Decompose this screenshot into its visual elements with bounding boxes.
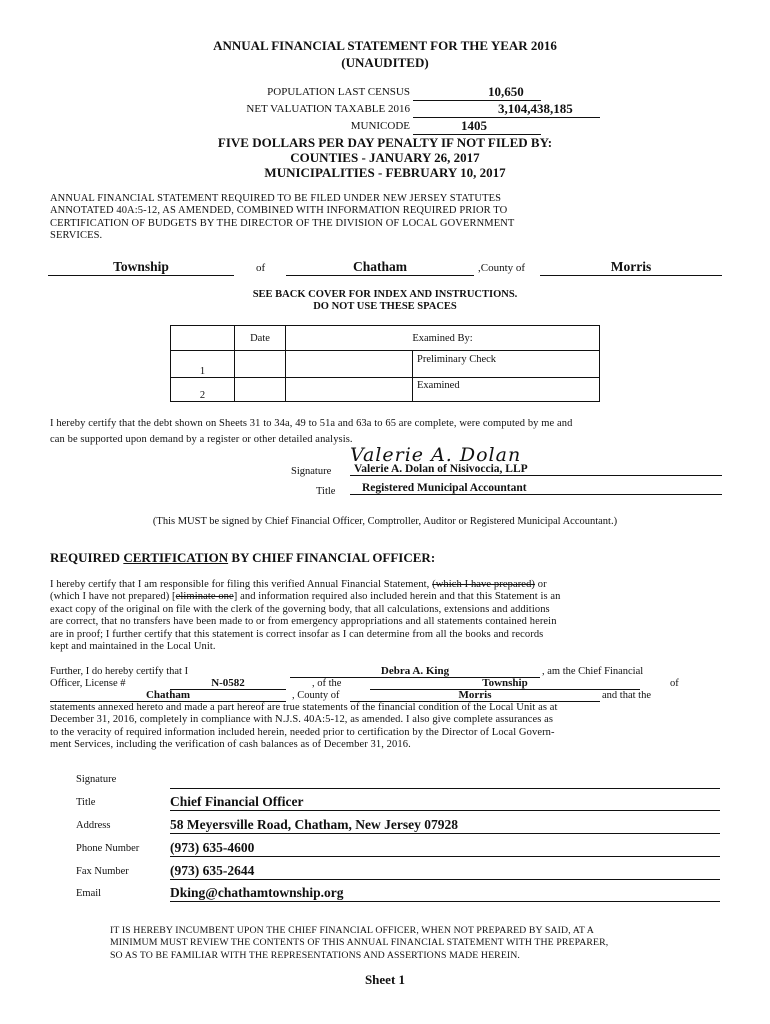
- unit-name: Chatham: [50, 689, 286, 702]
- examination-table: [170, 325, 600, 402]
- cfo-county-name: Morris: [350, 689, 600, 702]
- cfo-cert-line: are correct, that no transfers have been made to or from emergency appropriations and all statements contained herein: [50, 616, 557, 628]
- table-cell: [286, 351, 413, 378]
- table-cell: [235, 378, 286, 402]
- municipality-type: Township: [48, 259, 234, 276]
- license-number: N-0582: [170, 677, 286, 690]
- cfo-cert-line: kept and maintained in the Local Unit.: [50, 641, 216, 653]
- email-label: Email: [76, 888, 102, 899]
- fax-field[interactable]: (973) 635-2644: [170, 862, 720, 880]
- of-label: of: [670, 678, 679, 689]
- county-of-label: , County of: [292, 690, 340, 701]
- penalty-municipalities: MUNICIPALITIES - FEBRUARY 10, 2017: [264, 165, 506, 180]
- address-label: Address: [76, 820, 111, 831]
- table-cell: [235, 351, 286, 378]
- do-not-use-notice: DO NOT USE THESE SPACES: [313, 301, 457, 312]
- incumbent-notice: [110, 925, 730, 962]
- intro-text: [50, 193, 710, 243]
- sheet-number: Sheet 1: [364, 972, 406, 987]
- contact-signature-field[interactable]: [170, 771, 720, 789]
- table-cell: [286, 378, 413, 402]
- license-label: Officer, License #: [50, 678, 126, 689]
- assurance-line: ment Services, including the verification of cash balances as of December 31, 2016.: [50, 739, 411, 751]
- cfo-cert-line: are in proof; I further certify that this statement is correct insofar as I can determine from all the books and records: [50, 628, 544, 640]
- back-cover-notice: SEE BACK COVER FOR INDEX AND INSTRUCTIONS.: [252, 289, 518, 300]
- chief-financial-label: , am the Chief Financial: [542, 666, 644, 677]
- cfo-certification-heading: [50, 550, 435, 566]
- penalty-counties: COUNTIES - JANUARY 26, 2017: [290, 150, 480, 165]
- notice-line: MINIMUM MUST REVIEW THE CONTENTS OF THIS ANNUAL FINANCIAL STATEMENT WITH THE PREPARER,: [110, 937, 609, 949]
- phone-label: Phone Number: [76, 843, 140, 854]
- cfo-name: Debra A. King: [290, 665, 540, 678]
- document-title: ANNUAL FINANCIAL STATEMENT FOR THE YEAR 2016: [213, 38, 557, 53]
- text-segment: (which I have not prepared) [: [50, 591, 176, 603]
- examined-by-header: Examined By:: [286, 326, 600, 351]
- signature-label: Signature: [291, 466, 332, 477]
- debt-certification-text: [50, 416, 710, 447]
- municipality-name: Chatham: [286, 259, 474, 276]
- county-name: Morris: [540, 259, 722, 276]
- signature-value: Valerie A. Dolan of Nisivoccia, LLP: [350, 463, 722, 476]
- examined-label: Examined: [413, 378, 600, 402]
- intro-line: ANNUAL FINANCIAL STATEMENT REQUIRED TO BE FILED UNDER NEW JERSEY STATUTES: [50, 193, 502, 204]
- population-value: 10,650: [413, 84, 541, 101]
- intro-line: SERVICES.: [50, 230, 103, 242]
- debt-cert-line: I hereby certify that the debt shown on Sheets 31 to 34a, 49 to 51a and 63a to 65 are complete, were computed by me and: [50, 418, 573, 429]
- assurance-line: December 31, 2016, completely in compliance with N.J.S. 40A:5-12, as amended. I also give complete assurances as: [50, 714, 554, 726]
- municode-label: MUNICODE: [350, 120, 410, 132]
- debt-cert-line: can be supported upon demand by a register or other detailed analysis.: [50, 433, 353, 445]
- must-sign-note: (This MUST be signed by Chief Financial Officer, Comptroller, Auditor or Registered Municipal Accountant.): [152, 516, 618, 527]
- assurance-line: statements annexed hereto and made a part hereof are true statements of the financial condition of the Local Unit as at: [50, 702, 558, 713]
- cfo-certification-text: [50, 579, 710, 653]
- county-label: ,County of: [478, 262, 526, 274]
- of-the-label: , of the: [312, 678, 342, 689]
- population-label: POPULATION LAST CENSUS: [267, 86, 410, 98]
- contact-title-field[interactable]: Chief Financial Officer: [170, 793, 720, 811]
- contact-signature-label: Signature: [76, 774, 117, 785]
- notice-line: SO AS TO BE FAMILIAR WITH THE REPRESENTATIONS AND ASSERTIONS MADE HEREIN.: [110, 949, 520, 961]
- struck-text: eliminate one: [175, 591, 234, 603]
- title-label: Title: [316, 486, 336, 497]
- cfo-cert-line: exact copy of the original on file with the clerk of the governing body, that all calculations, extensions and additions: [50, 603, 550, 615]
- penalty-notice: FIVE DOLLARS PER DAY PENALTY IF NOT FILED BY:: [217, 135, 553, 150]
- intro-line: CERTIFICATION OF BUDGETS BY THE DIRECTOR OF THE DIVISION OF LOCAL GOVERNMENT: [50, 217, 515, 229]
- further-certify-label: Further, I do hereby certify that I: [50, 666, 189, 677]
- valuation-value: 3,104,438,185: [413, 101, 600, 118]
- assurance-text: [50, 702, 710, 752]
- struck-text: (which I have prepared): [432, 579, 536, 590]
- email-field[interactable]: Dking@chathamtownship.org: [170, 884, 720, 902]
- intro-line: ANNOTATED 40A:5-12, AS AMENDED, COMBINED WITH INFORMATION REQUIRED PRIOR TO: [50, 205, 508, 217]
- text-segment: or: [535, 579, 547, 590]
- row-number-1: 1: [171, 351, 235, 378]
- cfo-cert-line: [50, 579, 710, 591]
- title-value: Registered Municipal Accountant: [350, 482, 722, 495]
- text-segment: I hereby certify that I am responsible for filing this verified Annual Financial Statement,: [50, 579, 433, 590]
- phone-field[interactable]: (973) 635-4600: [170, 839, 720, 857]
- row-number-2: 2: [171, 378, 235, 402]
- table-cell: [171, 326, 235, 351]
- document-subtitle: (UNAUDITED): [341, 55, 429, 70]
- notice-line: IT IS HEREBY INCUMBENT UPON THE CHIEF FINANCIAL OFFICER, WHEN NOT PREPARED BY SAID, AT A: [110, 925, 594, 936]
- and-that-label: and that the: [602, 690, 651, 701]
- heading-part: BY CHIEF FINANCIAL OFFICER:: [228, 550, 436, 565]
- municode-value: 1405: [413, 118, 541, 135]
- fax-label: Fax Number: [76, 866, 129, 877]
- unit-type: Township: [370, 677, 640, 690]
- date-header: Date: [235, 326, 286, 351]
- handwritten-signature: Valerie A. Dolan: [350, 444, 522, 466]
- cfo-cert-line: [50, 591, 710, 603]
- assurance-line: to the veracity of required information included herein, needed prior to certification by the Director of Local Govern-: [50, 726, 555, 738]
- valuation-label: NET VALUATION TAXABLE 2016: [246, 103, 410, 115]
- heading-part: REQUIRED: [50, 550, 124, 565]
- municipality-of-label: of: [256, 262, 266, 274]
- text-segment: ] and information required also included herein and that this Statement is an: [233, 591, 561, 603]
- contact-title-label: Title: [76, 797, 96, 808]
- preliminary-check-label: Preliminary Check: [413, 351, 600, 378]
- address-field[interactable]: 58 Meyersville Road, Chatham, New Jersey 07928: [170, 816, 720, 834]
- heading-underlined: CERTIFICATION: [123, 550, 229, 565]
